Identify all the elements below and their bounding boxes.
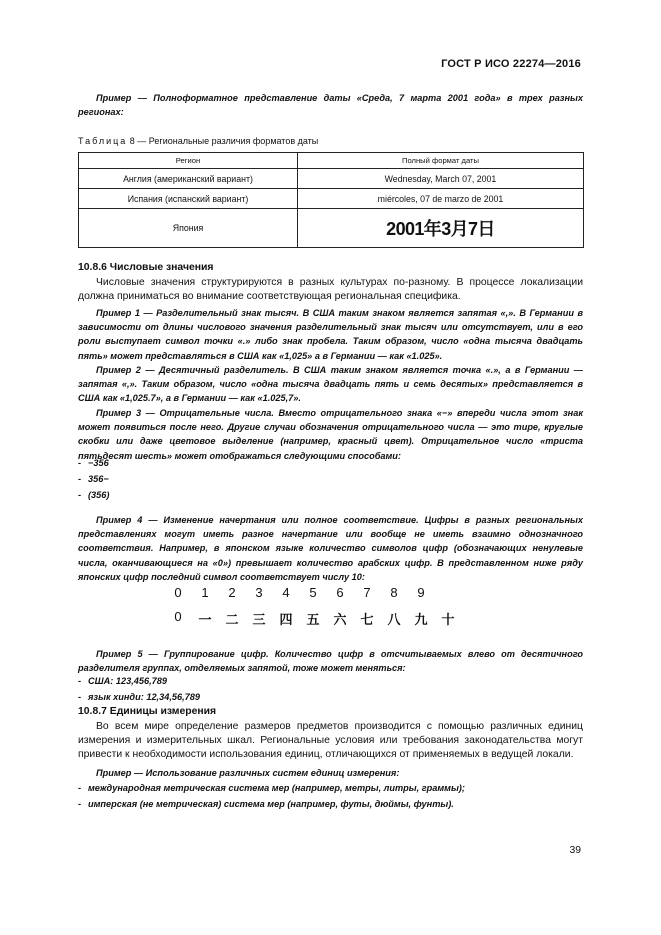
japanese-digit: 一 [198,612,212,627]
example-4: Пример 4 — Изменение начертания или полное соответствие. Цифры в разных региональных представлениях могут иметь разное начертание или вообще не иметь взаимно однозначного соответствия. Например, в японском языке количество символов цифр (обозначающих ненулевые числа, оканчивающиеся на «0») превышает количество арабских цифр. В представленном ниже ряду японских цифр последний символ соответствует числу 10: [78,515,583,582]
digit: 5 [309,585,317,600]
japanese-digit: 0 [174,609,182,624]
arabic-digit-row [0,585,661,603]
table-caption [78,136,318,146]
japanese-digit: 九 [414,612,428,627]
japanese-digit: 四 [279,612,293,627]
japanese-digit: 五 [306,612,320,627]
table-header-cell: Регион [79,153,298,169]
units-list [78,780,465,812]
example-1: Пример 1 — Разделительный знак тысяч. В США таким знаком является запятая «,». В Германии в зависимости от длины числового значения разделительный знак тысяч или отсутствует, или в его роли выступает символ точки «.» либо знак пробела. Таким образом, число «одна тысяча двадцать пять» может представляться в США как «1,025» а в Германии — как «1.025». [78,308,583,361]
digit: 8 [390,585,398,600]
japanese-digit: 七 [360,612,374,627]
list-item: - имперская (не метрическая) система мер (например, футы, дюймы, фунты). [78,799,454,809]
intro-example: Пример — Полноформатное представление даты «Среда, 7 марта 2001 года» в трех разных регионах: [78,93,583,118]
example-2: Пример 2 — Десятичный разделитель. В США таким знаком является точка «.», а в Германии — запятая «,». Таким образом, число «одна тысяча двадцать пять и семь десятых» представляется в США как «1,025.7», а в Германии — как «1.025,7». [78,365,583,404]
japanese-digit: 六 [333,612,347,627]
list-item: - (356) [78,490,110,500]
table-cell-format: miércoles, 07 de marzo de 2001 [298,189,584,209]
digit: 3 [255,585,263,600]
japanese-digit: 三 [252,612,266,627]
table-caption-rest: 8 — Региональные различия форматов даты [127,136,319,146]
units-example: Пример — Использование различных систем единиц измерения: [96,768,400,778]
table-row [79,209,584,248]
list-item: - США: 123,456,789 [78,676,167,686]
list-item: - −356 [78,458,109,468]
japanese-digit: 二 [225,612,239,627]
digit: 7 [363,585,371,600]
table-cell-region: Япония [79,209,298,248]
digit: 1 [201,585,209,600]
table-row [79,189,584,209]
section-title-1087: 10.8.7 Единицы измерения [78,706,217,717]
japanese-digit: 八 [387,612,401,627]
table-caption-prefix: Таблица [78,136,128,146]
section-title-1086: 10.8.6 Числовые значения [78,262,214,273]
list-item: - международная метрическая система мер (например, метры, литры, граммы); [78,783,465,793]
digit: 2 [228,585,236,600]
japanese-digit-row [0,609,661,627]
example-5: Пример 5 — Группирование цифр. Количество цифр в отсчитываемых влево от десятичного разделителя группах, отделяемых запятой, тоже может меняться: [78,649,583,674]
table-cell-format: Wednesday, March 07, 2001 [298,169,584,189]
standard-header: ГОСТ Р ИСО 22274—2016 [441,58,581,70]
digit: 4 [282,585,290,600]
digit: 9 [417,585,425,600]
page-number: 39 [569,845,581,856]
example-3: Пример 3 — Отрицательные числа. Вместо отрицательного знака «−» впереди числа этот знак может появиться после него. Другие случаи обозначения отрицательного числа — это тире, круглые скобки или даже цветовое выделение (например, красный цвет). Отрицательное число «триста пятьдесят шесть» может отображаться следующими способами: [78,408,583,461]
table-header-cell: Полный формат даты [298,153,584,169]
digit: 6 [336,585,344,600]
section-body-1087: Во всем мире определение размеров предметов производится с помощью различных единиц измерения и измерительных шкал. Региональные условия или требования законодательства могут привести к необходимости использования единиц, отличающихся от применяемых в ведущей локали. [78,721,583,761]
table-cell-region: Англия (американский вариант) [79,169,298,189]
digit: 0 [174,585,182,600]
table-cell-format-japanese: 2001年3月7日 [298,209,584,248]
section-body-1086: Числовые значения структурируются в разных культурах по-разному. В процессе локализации должна приниматься во внимание соответствующая региональная специфика. [78,277,583,303]
date-format-table [78,152,584,248]
digit-grouping-list [78,673,200,705]
list-item: - 356− [78,474,109,484]
japanese-digit: 十 [441,612,455,627]
negative-number-list [78,455,109,503]
table-header-row [79,153,584,169]
table-cell-region: Испания (испанский вариант) [79,189,298,209]
table-row [79,169,584,189]
list-item: - язык хинди: 12,34,56,789 [78,692,200,702]
